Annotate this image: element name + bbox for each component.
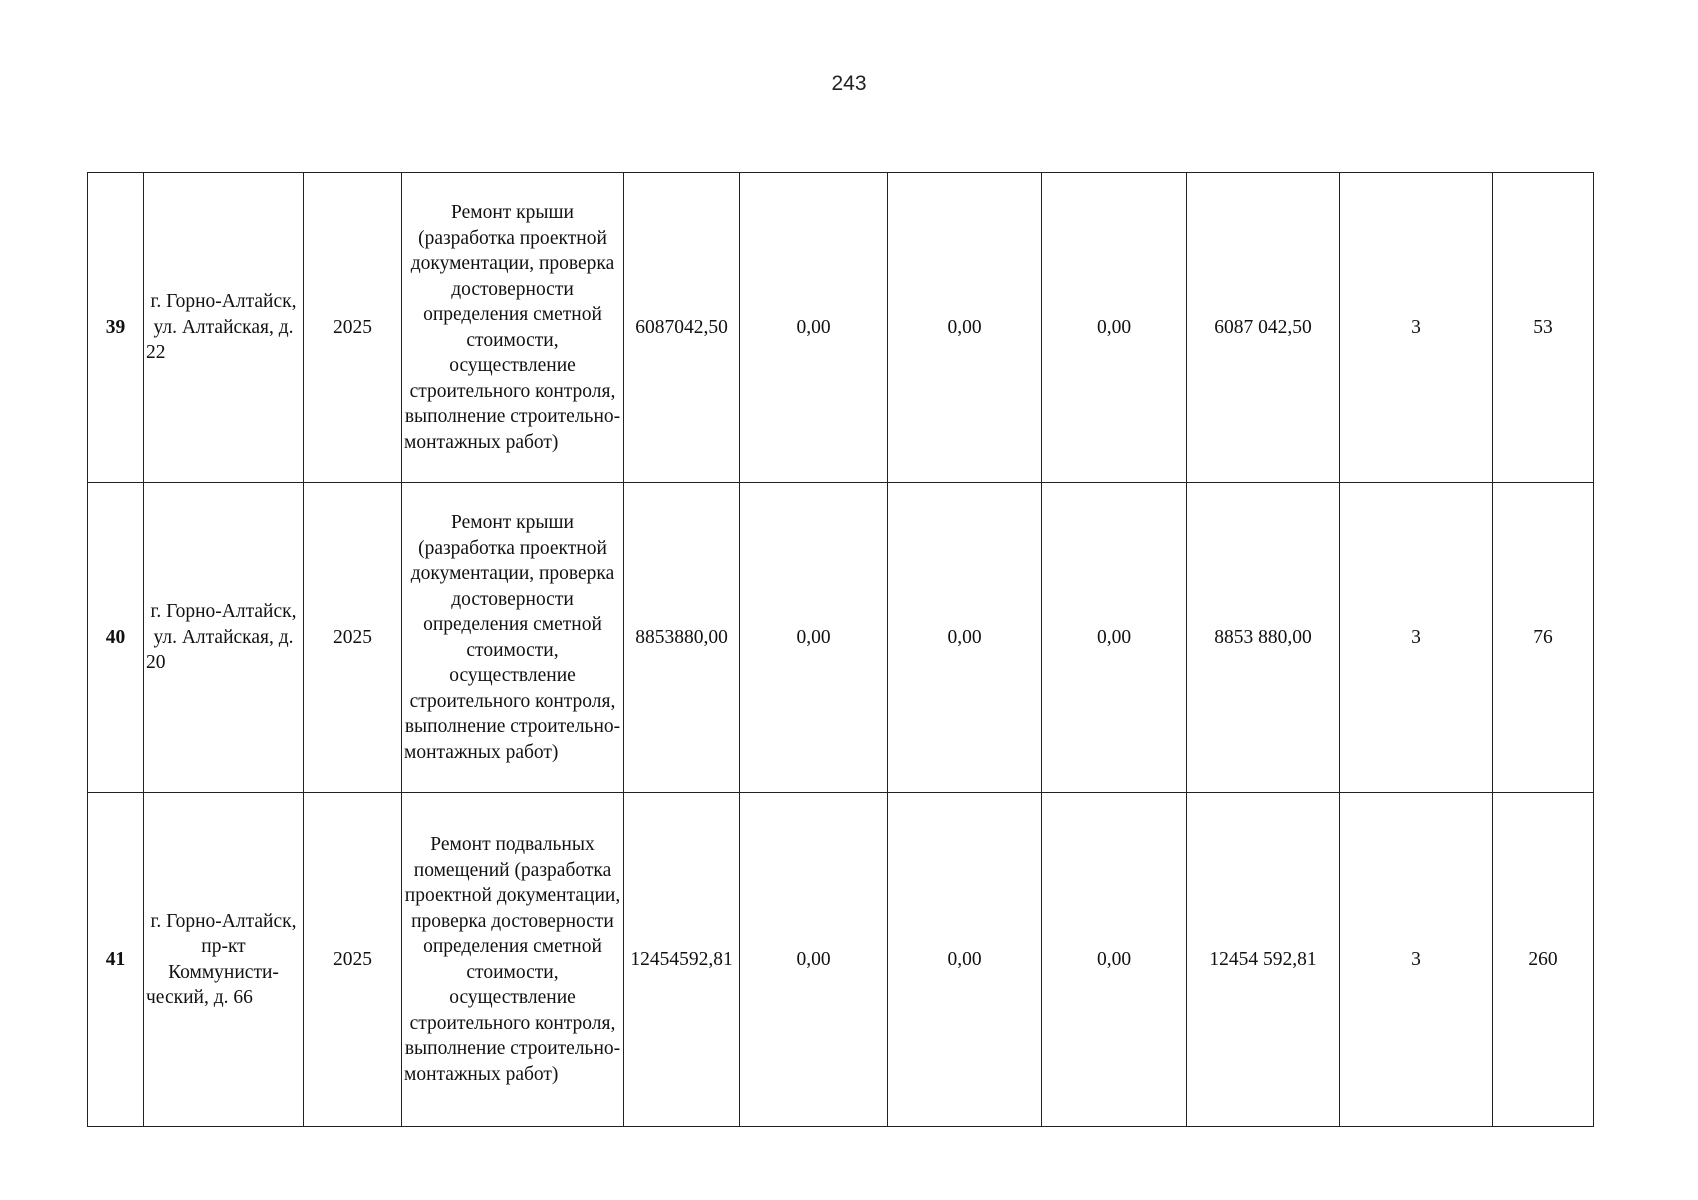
count-cell: 53 [1493, 173, 1594, 483]
count-cell: 3 [1340, 173, 1493, 483]
year-cell: 2025 [304, 173, 402, 483]
amount-cell: 0,00 [740, 173, 888, 483]
amount-cell: 0,00 [740, 483, 888, 793]
work-description-cell: Ремонт подвальных помещений (разработка проектной документации, проверка достоверности определения сметной стоимости, осуществление строительного контроля, выполнение строительно-монтажных работ) [402, 793, 624, 1127]
repair-program-table [87, 172, 1594, 1127]
work-description-cell: Ремонт крыши (разработка проектной документации, проверка достоверности определения сметной стоимости, осуществление строительного контроля, выполнение строительно-монтажных работ) [402, 483, 624, 793]
row-number: 40 [88, 483, 144, 793]
amount-cell: 0,00 [1042, 483, 1187, 793]
amount-cell: 12454 592,81 [1187, 793, 1340, 1127]
amount-cell: 0,00 [1042, 173, 1187, 483]
count-cell: 260 [1493, 793, 1594, 1127]
amount-cell: 0,00 [1042, 793, 1187, 1127]
total-cost-cell: 12454592,81 [624, 793, 740, 1127]
year-cell: 2025 [304, 793, 402, 1127]
table-row [88, 793, 1594, 1127]
year-cell: 2025 [304, 483, 402, 793]
count-cell: 3 [1340, 793, 1493, 1127]
amount-cell: 8853 880,00 [1187, 483, 1340, 793]
table-row [88, 173, 1594, 483]
address-cell: г. Горно-Алтайск, ул. Алтайская, д. 22 [144, 173, 304, 483]
table-row [88, 483, 1594, 793]
page-number: 243 [831, 72, 867, 95]
total-cost-cell: 6087042,50 [624, 173, 740, 483]
row-number: 41 [88, 793, 144, 1127]
amount-cell: 0,00 [888, 483, 1042, 793]
amount-cell: 0,00 [888, 793, 1042, 1127]
row-number: 39 [88, 173, 144, 483]
amount-cell: 6087 042,50 [1187, 173, 1340, 483]
total-cost-cell: 8853880,00 [624, 483, 740, 793]
address-cell: г. Горно-Алтайск, пр-кт Коммунисти-ческий, д. 66 [144, 793, 304, 1127]
count-cell: 3 [1340, 483, 1493, 793]
amount-cell: 0,00 [740, 793, 888, 1127]
address-cell: г. Горно-Алтайск, ул. Алтайская, д. 20 [144, 483, 304, 793]
work-description-cell: Ремонт крыши (разработка проектной документации, проверка достоверности определения сметной стоимости, осуществление строительного контроля, выполнение строительно-монтажных работ) [402, 173, 624, 483]
amount-cell: 0,00 [888, 173, 1042, 483]
count-cell: 76 [1493, 483, 1594, 793]
